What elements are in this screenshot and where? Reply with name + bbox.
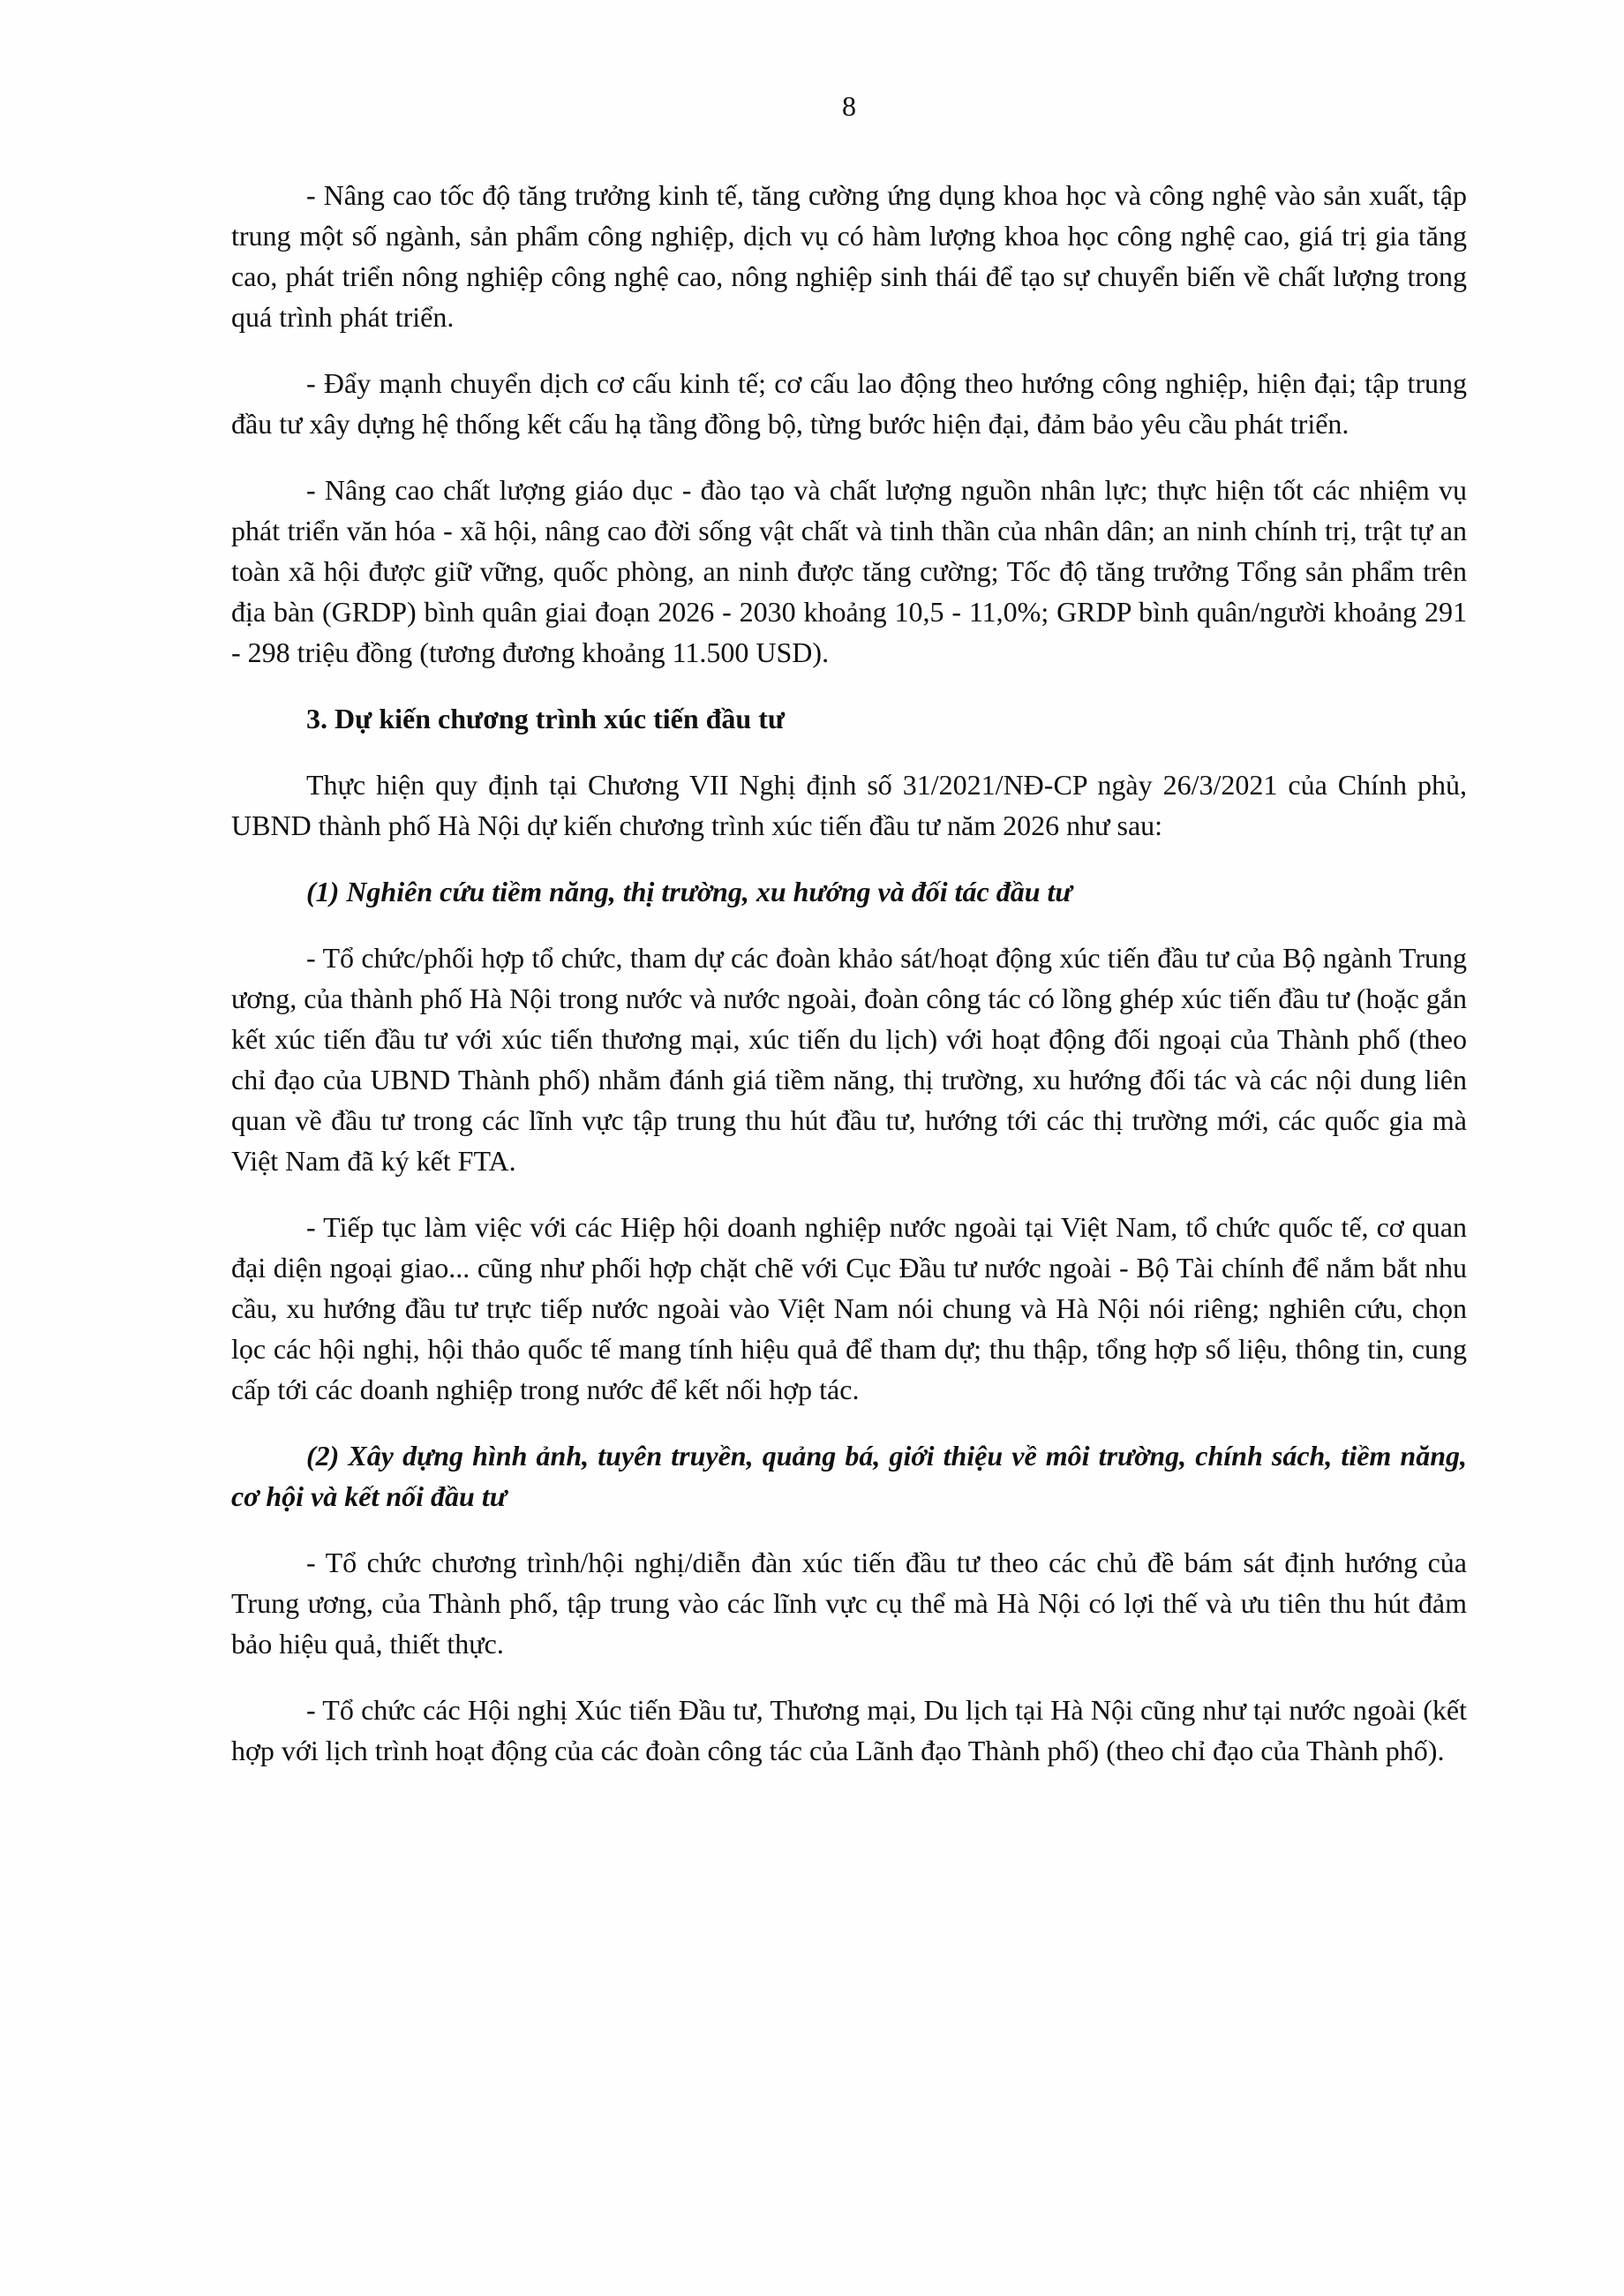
document-body xyxy=(231,175,1467,1771)
body-paragraph: Thực hiện quy định tại Chương VII Nghị định số 31/2021/NĐ-CP ngày 26/3/2021 của Chính phủ, UBND thành phố Hà Nội dự kiến chương trình xúc tiến đầu tư năm 2026 như sau: xyxy=(231,769,1467,841)
body-paragraph: - Tổ chức/phối hợp tổ chức, tham dự các đoàn khảo sát/hoạt động xúc tiến đầu tư của Bộ ngành Trung ương, của thành phố Hà Nội trong nước và nước ngoài, đoàn công tác có lồng ghép xúc tiến đầu tư (hoặc gắn kết xúc tiến đầu tư với xúc tiến thương mại, xúc tiến du lịch) với hoạt động đối ngoại của Thành phố (theo chỉ đạo của UBND Thành phố) nhằm đánh giá tiềm năng, thị trường, xu hướng đối tác và các nội dung liên quan về đầu tư trong các lĩnh vực tập trung thu hút đầu tư, hướng tới các thị trường mới, các quốc gia mà Việt Nam đã ký kết FTA. xyxy=(231,942,1467,1177)
body-paragraph: - Nâng cao chất lượng giáo dục - đào tạo và chất lượng nguồn nhân lực; thực hiện tốt các nhiệm vụ phát triển văn hóa - xã hội, nâng cao đời sống vật chất và tinh thần của nhân dân; an ninh chính trị, trật tự an toàn xã hội được giữ vững, quốc phòng, an ninh được tăng cường; Tốc độ tăng trưởng Tổng sản phẩm trên địa bàn (GRDP) bình quân giai đoạn 2026 - 2030 khoảng 10,5 - 11,0%; GRDP bình quân/người khoảng 291 - 298 triệu đồng (tương đương khoảng 11.500 USD). xyxy=(231,474,1467,668)
subsection-1-heading: (1) Nghiên cứu tiềm năng, thị trường, xu hướng và đối tác đầu tư xyxy=(306,876,1072,907)
body-paragraph: - Tiếp tục làm việc với các Hiệp hội doanh nghiệp nước ngoài tại Việt Nam, tổ chức quốc tế, cơ quan đại diện ngoại giao... cũng như phối hợp chặt chẽ với Cục Đầu tư nước ngoài - Bộ Tài chính để nắm bắt nhu cầu, xu hướng đầu tư trực tiếp nước ngoài vào Việt Nam nói chung và Hà Nội nói riêng; nghiên cứu, chọn lọc các hội nghị, hội thảo quốc tế mang tính hiệu quả để tham dự; thu thập, tổng hợp số liệu, thông tin, cung cấp tới các doanh nghiệp trong nước để kết nối hợp tác. xyxy=(231,1211,1467,1405)
page-number: 8 xyxy=(842,90,856,122)
body-paragraph: - Nâng cao tốc độ tăng trưởng kinh tế, tăng cường ứng dụng khoa học và công nghệ vào sản xuất, tập trung một số ngành, sản phẩm công nghiệp, dịch vụ có hàm lượng khoa học công nghệ cao, giá trị gia tăng cao, phát triển nông nghiệp công nghệ cao, nông nghiệp sinh thái để tạo sự chuyển biến về chất lượng trong quá trình phát triển. xyxy=(231,179,1467,333)
subsection-2-heading: (2) Xây dựng hình ảnh, tuyên truyền, quảng bá, giới thiệu về môi trường, chính sách, tiềm năng, cơ hội và kết nối đầu tư xyxy=(231,1440,1467,1512)
body-paragraph: - Tổ chức các Hội nghị Xúc tiến Đầu tư, Thương mại, Du lịch tại Hà Nội cũng như tại nước ngoài (kết hợp với lịch trình hoạt động của các đoàn công tác của Lãnh đạo Thành phố) (theo chỉ đạo của Thành phố). xyxy=(231,1694,1467,1766)
body-paragraph: - Tổ chức chương trình/hội nghị/diễn đàn xúc tiến đầu tư theo các chủ đề bám sát định hướng của Trung ương, của Thành phố, tập trung vào các lĩnh vực cụ thể mà Hà Nội có lợi thế và ưu tiên thu hút đảm bảo hiệu quả, thiết thực. xyxy=(231,1547,1467,1660)
section-3-heading: 3. Dự kiến chương trình xúc tiến đầu tư xyxy=(306,703,786,734)
body-paragraph: - Đẩy mạnh chuyển dịch cơ cấu kinh tế; cơ cấu lao động theo hướng công nghiệp, hiện đại; tập trung đầu tư xây dựng hệ thống kết cấu hạ tầng đồng bộ, từng bước hiện đại, đảm bảo yêu cầu phát triển. xyxy=(231,367,1467,440)
